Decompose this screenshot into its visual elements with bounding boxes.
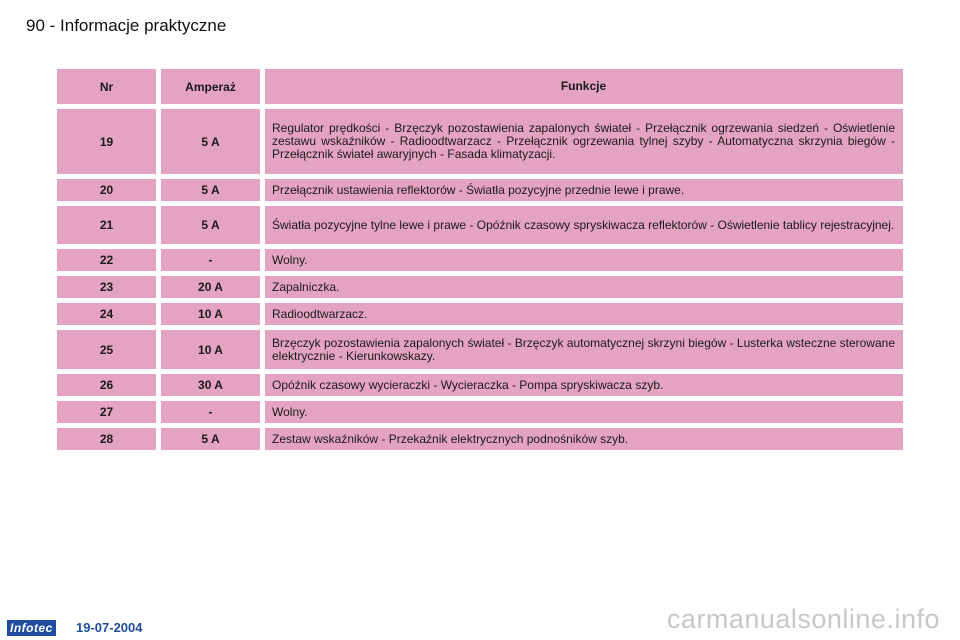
fuse-number: 22 [57, 249, 156, 271]
fuse-number: 21 [57, 206, 156, 244]
fuse-number: 28 [57, 428, 156, 450]
fuse-amperage: 30 A [161, 374, 260, 396]
fuse-function: Regulator prędkości - Brzęczyk pozostawienia zapalonych świateł - Przełącznik ogrzewania siedzeń - Oświetlenie zestawu wskaźników - Radioodtwarzacz - Przełącznik ogrzewania tylnej szyby - Automatyczna skrzynia biegów - Przełącznik świateł awaryjnych - Fasada klimatyzacji. [265, 109, 903, 174]
fuse-table [57, 69, 903, 455]
fuse-number: 24 [57, 303, 156, 325]
fuse-amperage: 5 A [161, 206, 260, 244]
fuse-amperage: 10 A [161, 330, 260, 369]
fuse-amperage: - [161, 249, 260, 271]
watermark: carmanualsonline.info [666, 604, 940, 634]
fuse-function: Wolny. [265, 249, 903, 271]
fuse-number: 25 [57, 330, 156, 369]
fuse-function: Zapalniczka. [265, 276, 903, 298]
fuse-amperage: 5 A [161, 109, 260, 174]
fuse-number: 23 [57, 276, 156, 298]
fuse-amperage: 20 A [161, 276, 260, 298]
fuse-function: Zestaw wskaźników - Przekaźnik elektrycznych podnośników szyb. [265, 428, 903, 450]
fuse-amperage: 10 A [161, 303, 260, 325]
column-header-func: Funkcje [265, 69, 903, 104]
fuse-number: 27 [57, 401, 156, 423]
fuse-function: Radioodtwarzacz. [265, 303, 903, 325]
table-row [57, 374, 903, 396]
table-row [57, 206, 903, 244]
fuse-amperage: 5 A [161, 428, 260, 450]
fuse-amperage: 5 A [161, 179, 260, 201]
fuse-number: 19 [57, 109, 156, 174]
table-row [57, 276, 903, 298]
table-row [57, 249, 903, 271]
fuse-function: Opóźnik czasowy wycieraczki - Wycieraczka - Pompa spryskiwacza szyb. [265, 374, 903, 396]
fuse-function: Brzęczyk pozostawienia zapalonych świateł - Brzęczyk automatycznej skrzyni biegów - Lusterka wsteczne sterowane elektrycznie - Kierunkowskazy. [265, 330, 903, 369]
fuse-function: Przełącznik ustawienia reflektorów - Światła pozycyjne przednie lewe i prawe. [265, 179, 903, 201]
page-title: 90 - Informacje praktyczne [26, 16, 227, 35]
fuse-function: Światła pozycyjne tylne lewe i prawe - Opóźnik czasowy spryskiwacza reflektorów - Oświetlenie tablicy rejestracyjnej. [265, 206, 903, 244]
table-row [57, 303, 903, 325]
print-date: 19-07-2004 [76, 620, 143, 635]
infotec-logo: Infotec [7, 620, 56, 636]
table-header-row [57, 69, 903, 104]
table-row [57, 109, 903, 174]
fuse-amperage: - [161, 401, 260, 423]
column-header-amp: Amperaż [161, 69, 260, 104]
column-header-nr: Nr [57, 69, 156, 104]
fuse-number: 26 [57, 374, 156, 396]
table-row [57, 428, 903, 450]
fuse-function: Wolny. [265, 401, 903, 423]
table-row [57, 401, 903, 423]
table-row [57, 179, 903, 201]
fuse-number: 20 [57, 179, 156, 201]
table-row [57, 330, 903, 369]
